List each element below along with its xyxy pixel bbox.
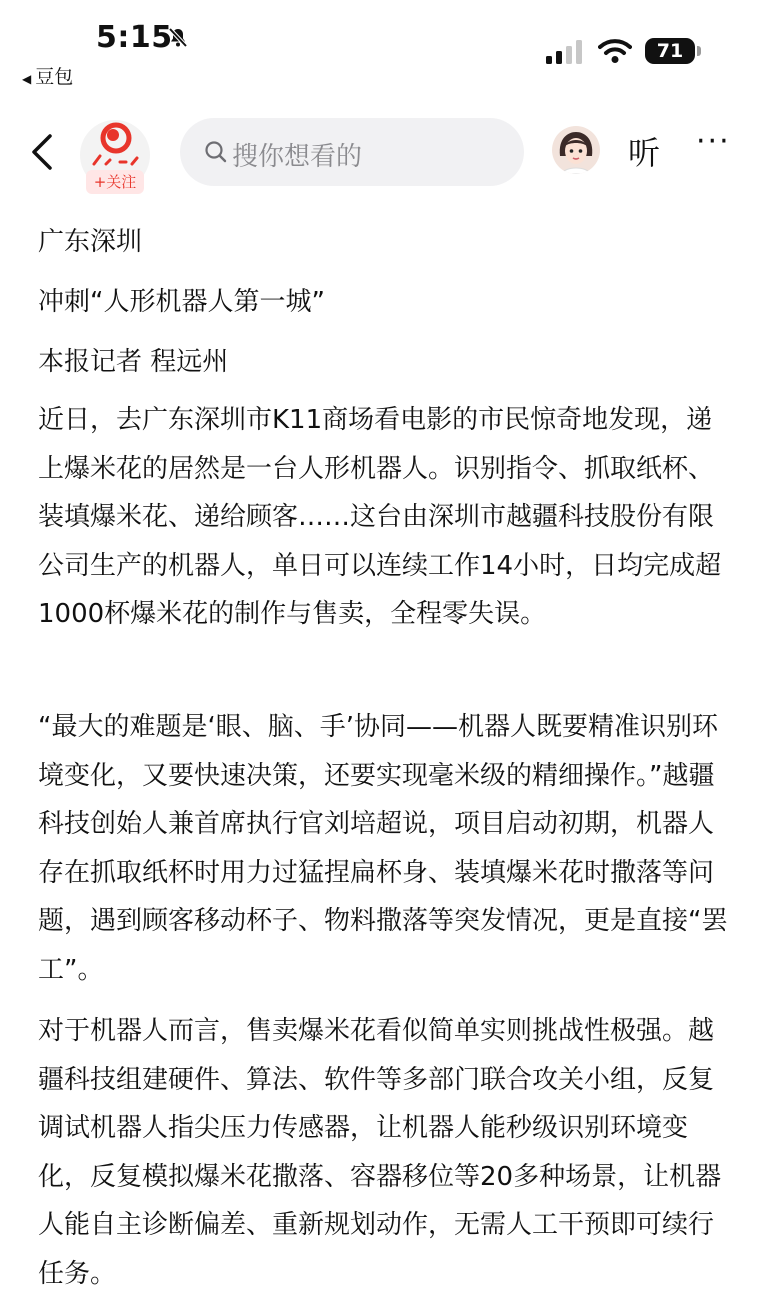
battery-nub — [697, 46, 701, 56]
chevron-left-icon — [28, 132, 58, 172]
back-to-app-link[interactable] — [22, 62, 73, 89]
user-avatar[interactable] — [552, 126, 600, 174]
search-bar[interactable] — [180, 118, 524, 186]
cellular-signal-icon — [546, 40, 584, 68]
cartoon-girl-avatar-icon — [552, 126, 600, 174]
follow-button[interactable]: +关注 — [86, 170, 144, 194]
article-paragraph: 对于机器人而言，售卖爆米花看似简单实则挑战性极强。越疆科技组建硬件、算法、软件等多部门联合攻关小组，反复调试机器人指尖压力传感器，让机器人能秒级识别环境变化，反复模拟爆米花撒落、容器移位等20多种场景，让机器人能自主诊断偏差、重新规划动作，无需人工干预即可续行任务。 — [38, 1016, 722, 1289]
more-options-button[interactable]: ··· — [696, 124, 731, 159]
battery-indicator: 71 — [645, 38, 695, 64]
bell-muted-icon — [166, 26, 190, 54]
article-byline: 本报记者 程远州 — [38, 347, 229, 377]
search-icon — [204, 140, 228, 164]
back-triangle-icon: ◀ — [22, 72, 32, 86]
search-placeholder: 搜你想看的 — [232, 142, 363, 172]
back-button[interactable] — [28, 132, 58, 172]
top-nav-bar — [0, 110, 768, 194]
back-app-label: 豆包 — [35, 66, 74, 88]
listen-button[interactable]: 听 — [628, 134, 661, 172]
status-time: 5:15 — [96, 20, 173, 55]
article-paragraph: “最大的难题是‘眼、脑、手’协同——机器人既要精准识别环境变化，又要快速决策，还要实现毫米级的精细操作。”越疆科技创始人兼首席执行官刘培超说，项目启动初期，机器人存在抓取纸杯时用力过猛捏扁杯身、装填爆米花时撒落等问题，遇到顾客移动杯子、物料撒落等突发情况，更是直接“罢工”。 — [38, 712, 728, 985]
article-paragraph: 近日，去广东深圳市K11商场看电影的市民惊奇地发现，递上爆米花的居然是一台人形机器人。识别指令、抓取纸杯、装填爆米花、递给顾客……这台由深圳市越疆科技股份有限公司生产的机器人，单日可以连续工作14小时，日均完成超1000杯爆米花的制作与售卖，全程零失误。 — [38, 405, 722, 629]
article-headline: 冲刺“人形机器人第一城” — [38, 287, 325, 317]
article-location: 广东深圳 — [38, 227, 143, 257]
wifi-icon — [598, 38, 632, 68]
publisher-avatar[interactable] — [80, 120, 150, 196]
status-bar — [0, 0, 768, 100]
